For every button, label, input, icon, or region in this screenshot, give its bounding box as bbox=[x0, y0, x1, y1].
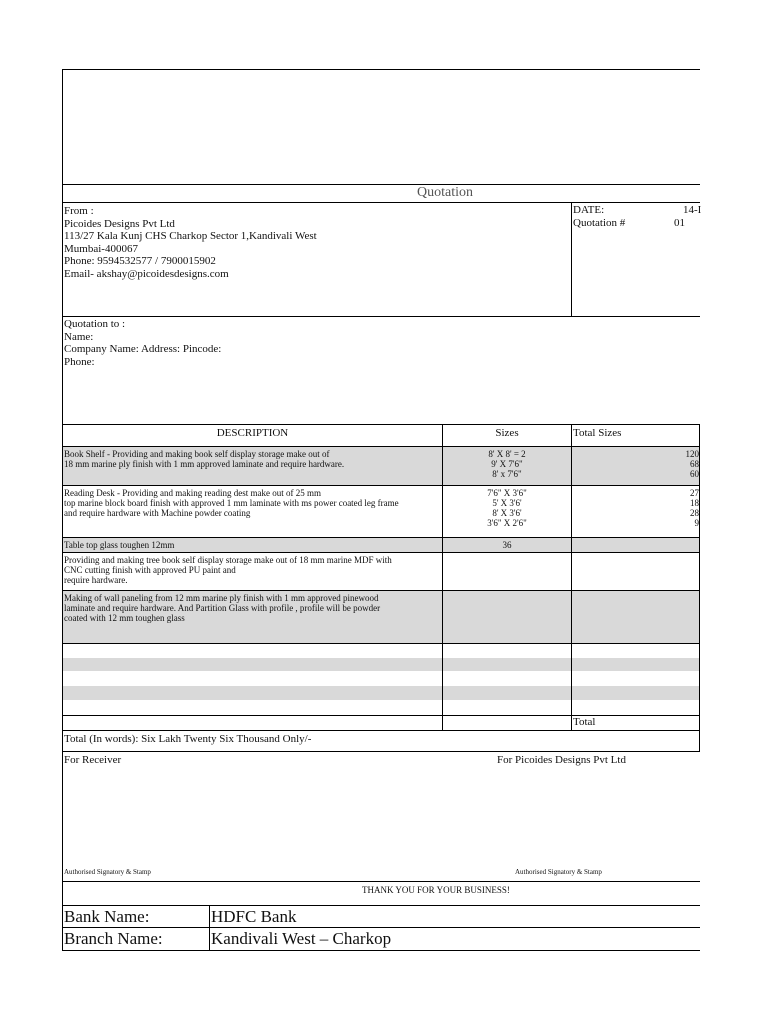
description-line: coated with 12 mm toughen glass bbox=[64, 613, 185, 623]
meta-divider bbox=[571, 202, 572, 316]
description-line: Table top glass toughen 12mm bbox=[64, 540, 175, 550]
header-description: DESCRIPTION bbox=[216, 427, 289, 439]
description-line: require hardware. bbox=[64, 575, 128, 585]
row-divider bbox=[62, 552, 700, 553]
row-divider bbox=[62, 715, 700, 716]
row-3-description bbox=[64, 540, 174, 550]
bank-name-value: HDFC Bank bbox=[211, 907, 297, 926]
thank-you-text: THANK YOU FOR YOUR BUSINESS! bbox=[362, 885, 510, 895]
size-value: 8' X 3'6' bbox=[492, 508, 522, 518]
from-label: From : bbox=[64, 205, 94, 217]
row-shade bbox=[63, 686, 700, 700]
quotation-title: Quotation bbox=[417, 185, 473, 200]
company-signatory: Authorised Signatory & Stamp bbox=[515, 868, 602, 876]
to-company: Company Name: Address: Pincode: bbox=[64, 343, 222, 355]
signature-divider bbox=[62, 881, 700, 882]
header-sizes: Sizes bbox=[495, 427, 519, 439]
size-value: 7'6" X 3'6" bbox=[487, 488, 527, 498]
title-divider bbox=[62, 202, 700, 203]
row-3-sizes bbox=[443, 540, 571, 550]
row-divider bbox=[62, 643, 700, 644]
table-header-bottom bbox=[62, 446, 700, 447]
total-in-words: Total (In words): Six Lakh Twenty Six Thousand Only/- bbox=[64, 733, 312, 745]
bank-name-label: Bank Name: bbox=[64, 907, 150, 926]
from-divider bbox=[62, 316, 700, 317]
row-divider bbox=[62, 590, 700, 591]
row-1-description bbox=[64, 449, 344, 469]
row-1-totals bbox=[572, 449, 699, 479]
table-top bbox=[62, 424, 700, 425]
to-phone: Phone: bbox=[64, 355, 95, 368]
col-divider-right bbox=[699, 424, 700, 751]
size-value: 8' x 7'6" bbox=[492, 469, 522, 479]
row-divider bbox=[62, 537, 700, 538]
description-line: 18 mm marine ply finish with 1 mm approved laminate and require hardware. bbox=[64, 459, 345, 469]
description-line: Book Shelf - Providing and making book self display storage make out of bbox=[64, 449, 330, 459]
total-value: 28 bbox=[690, 508, 699, 518]
date-value: 14-I bbox=[683, 204, 702, 216]
date-label: DATE: bbox=[573, 204, 605, 216]
description-line: CNC cutting finish with approved PU paint and bbox=[64, 565, 236, 575]
words-row-bottom bbox=[62, 751, 700, 752]
description-line: laminate and require hardware. And Partition Glass with profile , profile will be powder bbox=[64, 603, 381, 613]
bank-col-divider bbox=[209, 905, 210, 950]
description-line: Providing and making tree book self display storage make out of 18 mm marine MDF with bbox=[64, 555, 392, 565]
total-value: 60 bbox=[690, 469, 699, 479]
header-total-sizes: Total Sizes bbox=[573, 427, 622, 439]
row-shade bbox=[63, 658, 700, 671]
row-divider bbox=[62, 485, 700, 486]
total-label: Total bbox=[573, 716, 596, 728]
description-line: Reading Desk - Providing and making reading dest make out of 25 mm bbox=[64, 488, 321, 498]
row-5-description bbox=[64, 593, 380, 623]
from-address-1: 113/27 Kala Kunj CHS Charkop Sector 1,Kandivali West bbox=[64, 230, 317, 242]
total-value: 18 bbox=[690, 498, 699, 508]
border-top bbox=[62, 69, 700, 70]
bank-mid bbox=[62, 927, 700, 928]
row-2-sizes bbox=[443, 488, 571, 528]
row-1-sizes bbox=[443, 449, 571, 479]
from-email: Email- akshay@picoidesdesigns.com bbox=[64, 267, 229, 280]
quotation-number-label: Quotation # bbox=[573, 217, 626, 229]
description-line: and require hardware with Machine powder coating bbox=[64, 508, 251, 518]
to-name: Name: bbox=[64, 330, 94, 343]
description-line: Making of wall paneling from 12 mm marine ply finish with 1 mm approved pinewood bbox=[64, 593, 379, 603]
row-2-description bbox=[64, 488, 399, 518]
header-divider bbox=[62, 184, 700, 185]
size-value: 36 bbox=[502, 540, 512, 550]
bank-top bbox=[62, 905, 700, 906]
receiver-label: For Receiver bbox=[64, 754, 122, 766]
total-value: 120 bbox=[685, 449, 699, 459]
size-value: 8' X 8' = 2 bbox=[488, 449, 526, 459]
description-line: top marine block board finish with approved 1 mm laminate with ms power coated leg frame bbox=[64, 498, 399, 508]
row-4-description bbox=[64, 555, 392, 585]
size-value: 5' X 3'6' bbox=[492, 498, 522, 508]
from-phone: Phone: 9594532577 / 7900015902 bbox=[64, 255, 216, 267]
bank-bottom bbox=[62, 950, 700, 951]
receiver-signatory: Authorised Signatory & Stamp bbox=[64, 868, 151, 876]
total-value: 9 bbox=[694, 518, 699, 528]
size-value: 3'6" X 2'6" bbox=[487, 518, 527, 528]
company-signature-label: For Picoides Designs Pvt Ltd bbox=[497, 754, 626, 766]
to-label: Quotation to : bbox=[64, 318, 126, 330]
from-company: Picoides Designs Pvt Ltd bbox=[64, 217, 175, 230]
branch-name-label: Branch Name: bbox=[64, 929, 163, 948]
branch-name-value: Kandivali West – Charkop bbox=[211, 929, 392, 948]
quotation-number-value: 01 bbox=[674, 217, 685, 229]
total-value: 27 bbox=[690, 488, 699, 498]
total-value: 68 bbox=[690, 459, 699, 469]
from-address-2: Mumbai-400067 bbox=[64, 242, 138, 255]
total-row-bottom bbox=[62, 730, 700, 731]
row-2-totals bbox=[572, 488, 699, 528]
size-value: 9' X 7'6" bbox=[491, 459, 523, 469]
to-block bbox=[64, 318, 221, 368]
from-block bbox=[64, 205, 317, 280]
